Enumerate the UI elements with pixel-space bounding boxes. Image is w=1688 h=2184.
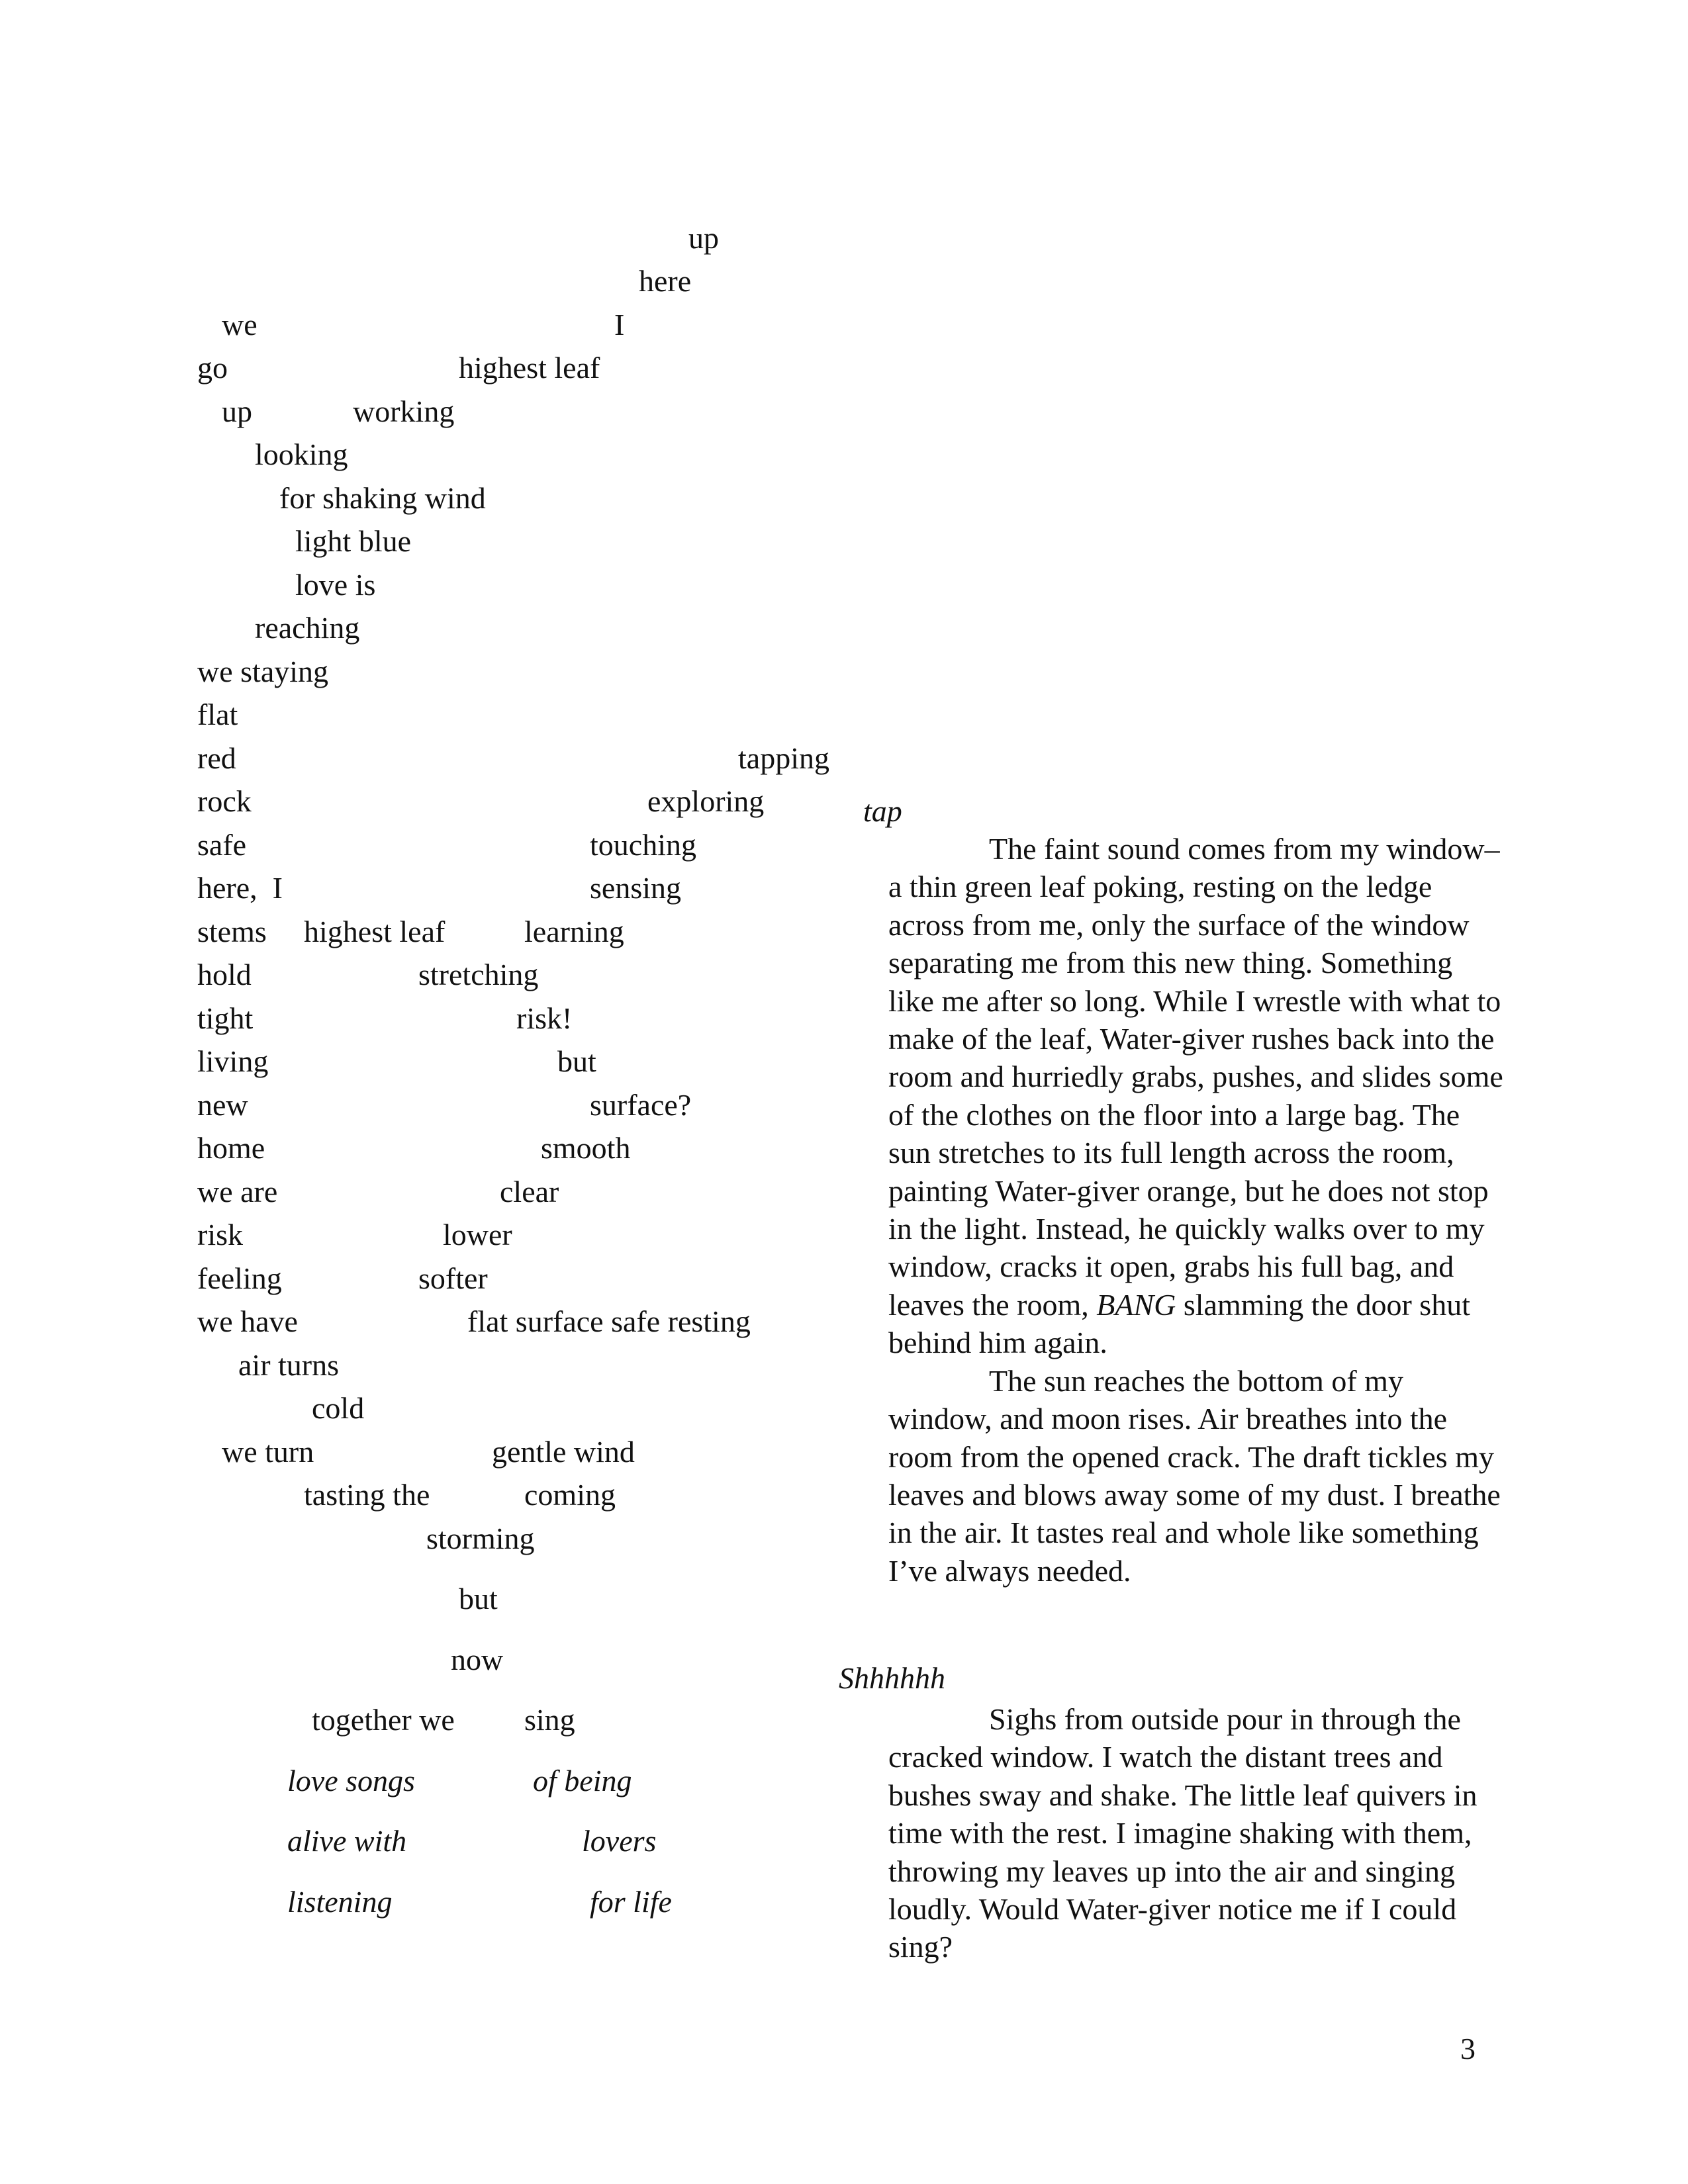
sound-marker-shh: Shhhhhh [839, 1661, 945, 1695]
poem-word: new [197, 1088, 248, 1122]
poem-word: reaching [255, 611, 360, 645]
poem-word: love is [295, 568, 376, 602]
poem-word: rock [197, 784, 252, 818]
paragraph-text: The faint sound comes from my window–a thin green leaf poking, resting on the ledge across from me, only the surface of the window separating me from this new thing. Something like me after so long. While I wrestle with what to make of the leaf, Water-giver rushes back into the room and hurriedly grabs, pushes, and slides some of the clothes on the floor into a large bag. The sun stretches to its full length across the room, painting Water-giver orange, but he does not stop in the light. Instead, he quickly walks over to my window, cracks it open, grabs his full bag, and leaves the room, [888, 832, 1503, 1322]
poem-word: we turn [222, 1435, 314, 1469]
poem-word: tight [197, 1001, 254, 1035]
prose-block-1 [888, 830, 1504, 1590]
poem-word: surface? [590, 1088, 692, 1122]
poem-word: listening [287, 1885, 393, 1919]
poem-word: we are [197, 1175, 278, 1208]
poem-word: clear [500, 1175, 559, 1208]
poem-word: highest leaf [304, 915, 445, 948]
paragraph: The sun reaches the bottom of my window, and moon rises. Air breathes into the room from the opened crack. The draft tickles my leaves and blows away some of my dust. I breathe in the air. It tastes real and whole like something I’ve always needed. [888, 1363, 1501, 1588]
poem-word: highest leaf [459, 351, 600, 385]
poem-word: we [222, 308, 258, 341]
poem-word: working [353, 394, 455, 428]
poem-word: coming [524, 1478, 616, 1512]
poem-word: for life [590, 1885, 672, 1919]
poem-word: looking [255, 437, 348, 471]
poem-word: now [451, 1643, 504, 1676]
page-number: 3 [1460, 2032, 1476, 2066]
poem-word: hold [197, 958, 252, 991]
poem-word: learning [524, 915, 624, 948]
poem-word: storming [426, 1522, 535, 1555]
poem-word: tasting the [304, 1478, 430, 1512]
poem-word: home [197, 1131, 265, 1165]
poem-word: we staying [197, 655, 329, 688]
poem-word: smooth [541, 1131, 631, 1165]
poem-word: up [222, 394, 252, 428]
poem-word: flat [197, 698, 238, 731]
prose-block-2 [888, 1700, 1504, 1966]
sound-marker-tap: tap [863, 794, 902, 828]
poem-word: sensing [590, 871, 681, 905]
poem-word: up [688, 221, 719, 255]
poem-word: of being [533, 1764, 632, 1797]
poem-word: here [639, 264, 692, 298]
poem-word: alive with [287, 1824, 407, 1858]
poem-word: touching [590, 828, 696, 862]
poem-word: light blue [295, 524, 412, 558]
poem-word: tapping [738, 741, 829, 775]
paragraph: Sighs from outside pour in through the cracked window. I watch the distant trees and bushes sway and shake. The little leaf quivers in time with the rest. I imagine shaking with them, throwing my leaves up into the air and singing loudly. Would Water-giver notice me if I could sing? [888, 1702, 1477, 1964]
poem-word: sing [524, 1703, 575, 1737]
poem-word: softer [418, 1261, 488, 1295]
poem-word: living [197, 1044, 269, 1078]
poem-word: feeling [197, 1261, 282, 1295]
poem-word: but [459, 1582, 498, 1615]
poem-word: love songs [287, 1764, 415, 1797]
poem-word: stretching [418, 958, 539, 991]
poem-word: we have [197, 1304, 298, 1338]
paragraph-text: slamming the door shut behind him again. [888, 1287, 1470, 1360]
poem-word: gentle wind [492, 1435, 635, 1469]
poem-word: stems [197, 915, 267, 948]
poem-word: go [197, 351, 228, 385]
poem-word: flat surface safe resting [467, 1304, 751, 1338]
poem-word: I [614, 308, 625, 341]
poem-word: risk! [516, 1001, 573, 1035]
poem-word: air turns [238, 1348, 340, 1382]
poem-word: risk [197, 1218, 243, 1251]
paragraph [888, 830, 1504, 1362]
poem-word: cold [312, 1391, 365, 1425]
poem-word: here, I [197, 871, 283, 905]
poem-word: safe [197, 828, 247, 862]
poem-word: for shaking wind [279, 481, 486, 515]
poem-word: lovers [582, 1824, 657, 1858]
paragraph-emphasis: BANG [1096, 1287, 1176, 1322]
poem-word: but [557, 1044, 596, 1078]
poem-word: red [197, 741, 236, 775]
poem-word: exploring [647, 784, 765, 818]
poem-word: lower [443, 1218, 512, 1251]
poem-word: together we [312, 1703, 455, 1737]
